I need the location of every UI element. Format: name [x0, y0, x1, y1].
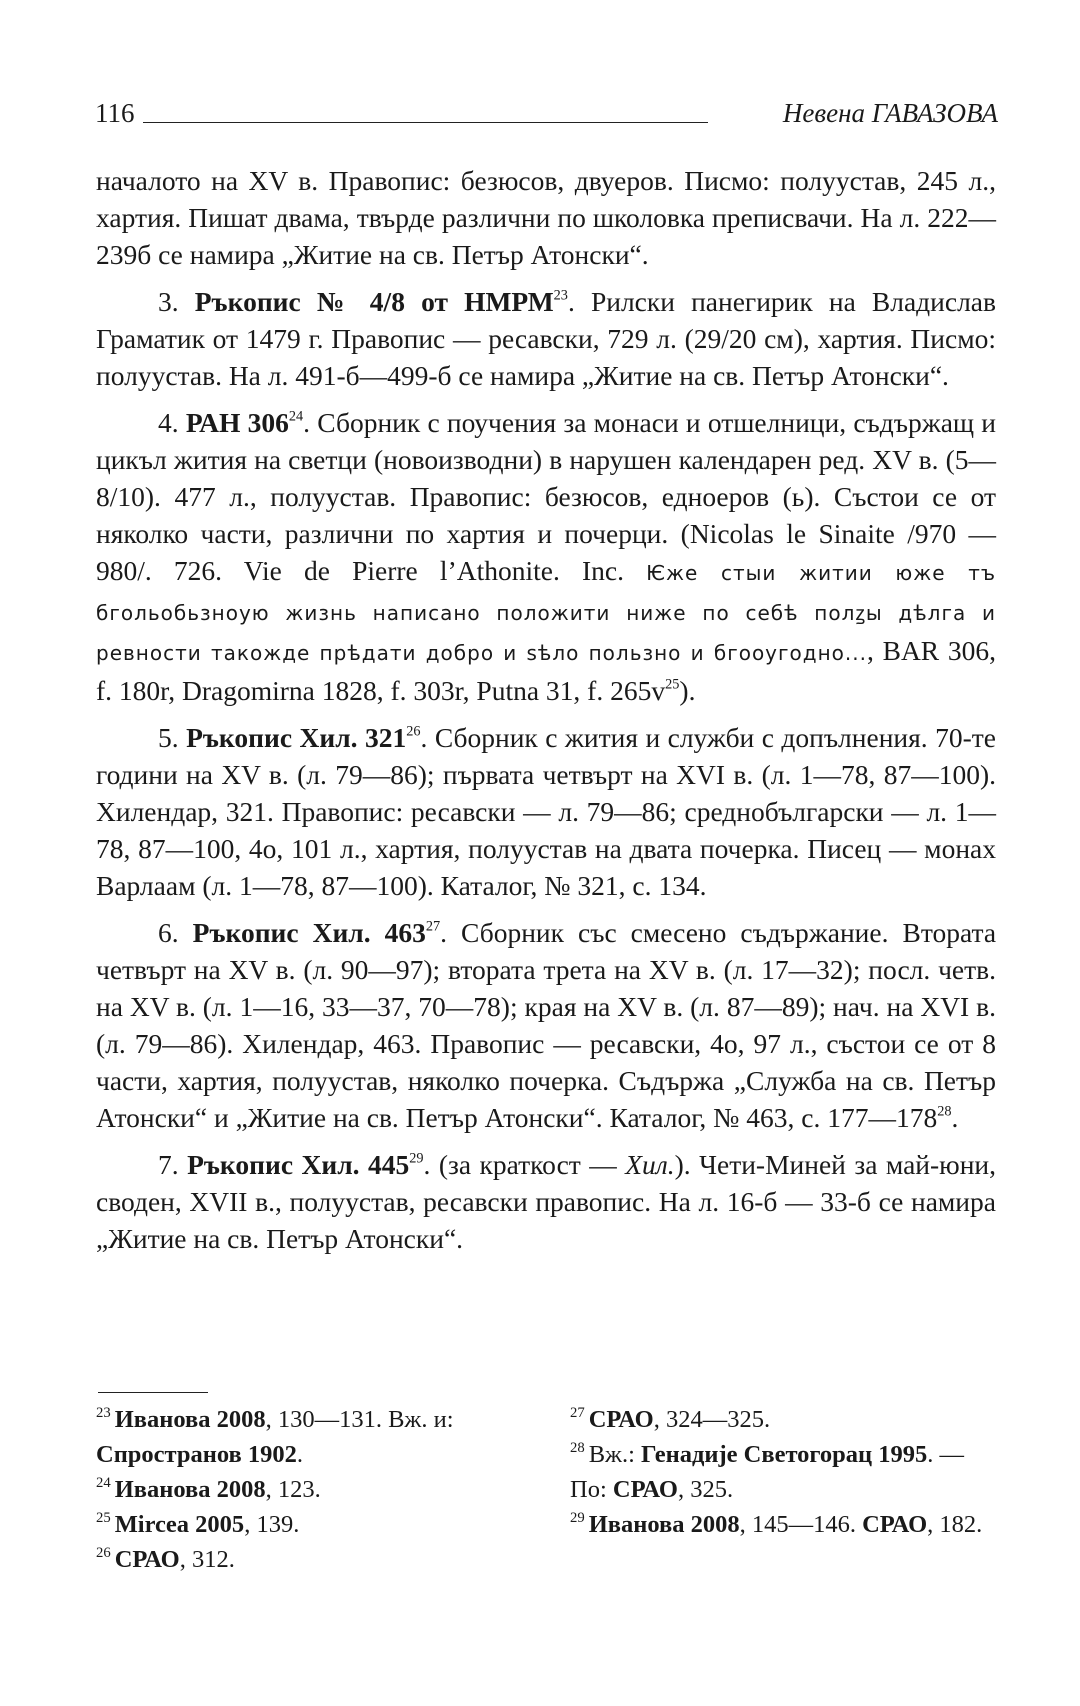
- footnote-ref: 25: [665, 676, 680, 693]
- page-number: 116: [95, 98, 135, 128]
- footnote-25: $^{25}$ Mircea 2005, 139.: [96, 1509, 300, 1538]
- footnote-28-cont: По: СРАО, 325.: [570, 1476, 734, 1503]
- footnote-ref: 23: [553, 287, 568, 304]
- paragraph-continuation: началото на XV в. Правопис: безюсов, двуеров. Писмо: полуустав, 245 л., хартия. Пишат двама, твърде различни по школовка преписвачи. На л. 222—239б се намира „Житие на св. Петър Атонски“.: [96, 165, 996, 270]
- footnote-23: $^{23}$ Иванова 2008, 130—131. Вж. и:: [96, 1404, 454, 1433]
- header-author: Невена ГАВАЗОВА: [782, 98, 998, 128]
- paragraph-manuscript-5: 5. Ръкопис Хил. $321^{26}$. Сборник с жития и служби с допълнения. 70-те години на XV в. (л. 79—86); първата четвърт на XVI в. (л. 1—78, 87—100). Хилендар, 321. Правопис: ресавски — л. 79—86; среднобългарски — л. 1—78, 87—100, 4о, 101 л., хартия, полуустав на двата почерка. Писец — монах Варлаам (л. 1—78, 87—100). Каталог, № 321, с. 134.: [96, 722, 996, 901]
- manuscript-title: РАН 306: [185, 407, 289, 438]
- running-header: [95, 98, 998, 138]
- manuscript-title: Ръкопис № 4/8 от НМРМ: [194, 286, 554, 317]
- paragraph-manuscript-4: 4. РАН $306^{24}$. Сборник с поучения за монаси и отшелници, съдържащ и цикъл жития на светци (новоизводни) в нарушен календарен ред. XV в. (5—8/10). 477 л., полуустав. Правопис: безюсов, едноеров (ь). Състои се от няколко части, различни по хартия и почерци. (Nicolas le Sinaite /970 — 980/. 726. Vie de Pierre l’Athonite. Inc. Ѥже стыи житии юже тъ бгольобьзноую жизнь написано положити ниже по себѣ полꙁы дѣлга и ревности такожде прѣдати добро и ѕѣло пользно и бгооугодно..., BAR 306, f. 180r, Dragomirna 1828, f. 303r, Putna 31, f. $265v^{25}$).: [96, 407, 997, 706]
- header-rule: [143, 122, 708, 123]
- footnote-ref: 29: [409, 1150, 424, 1167]
- main-text: [96, 162, 996, 1267]
- footnote-28: $^{28}$ Вж.: Генадије Светогорац 1995. —: [570, 1439, 965, 1468]
- paragraph-manuscript-6: 6. Ръкопис Хил. $463^{27}$. Сборник със смесено съдържание. Втората четвърт на XV в. (л. 90—97); втората трета на XV в. (л. 17—32); посл. четв. на XV в. (л. 1—16, 33—37, 70—78); края на XV в. (л. 87—89); нач. на XVI в. (л. 79—86). Хилендар, 463. Правопис — ресавски, 4о, 97 л., състои се от 8 части, хартия, полуустав, няколко почерка. Съдържа „Служба на св. Петър Атонски“ и „Житие на св. Петър Атонски“. Каталог, № 463, с. $177—178^{28}$.: [96, 917, 997, 1133]
- slavonic-incipit: Ѥже стыи житии юже тъ бгольобьзноую жизнь написано положити ниже по себѣ полꙁы дѣлга и ревности такожде прѣдати добро и ѕѣло пользно и бгооугодно...: [96, 561, 996, 665]
- footnote-ref: 27: [425, 918, 441, 935]
- footnote-29: $^{29}$ Иванова 2008, 145—146. СРАО, 182.: [570, 1509, 983, 1538]
- footnote-separator: [98, 1392, 208, 1393]
- manuscript-title: Ръкопис Хил. 445: [187, 1149, 410, 1180]
- manuscript-title: Ръкопис Хил. 463: [192, 917, 426, 948]
- paragraph-manuscript-3: 3. Ръкопис № 4/8 от НМРМ$^{23}$. Рилски панегирик на Владислав Граматик от 1479 г. Правопис — ресавски, 729 л. (29/20 см), хартия. Писмо: полуустав. На л. 491-б—499-б се намира „Житие на св. Петър Атонски“.: [96, 286, 996, 391]
- footnote-26: $^{26}$ СРАО, 312.: [96, 1544, 235, 1573]
- footnote-ref: 28: [937, 1103, 952, 1120]
- paragraph-manuscript-7: 7. Ръкопис Хил. $445^{29}$. (за краткост — Хил.). Чети-Миней за май-юни, сводeн, XVII в., полуустав, ресавски правопис. На л. 16-б — 33-б се намира „Житие на св. Петър Атонски“.: [96, 1149, 997, 1254]
- footnote-23-cont: Спространов 1902.: [96, 1441, 304, 1468]
- footnotes-right: [570, 1402, 1000, 1542]
- footnotes-left: [96, 1402, 526, 1577]
- footnote-27: $^{27}$ СРАО, 324—325.: [570, 1404, 771, 1433]
- footnote-ref: 26: [406, 723, 421, 740]
- footnote-24: $^{24}$ Иванова 2008, 123.: [96, 1474, 321, 1503]
- manuscript-title: Ръкопис Хил. 321: [186, 722, 407, 753]
- footnote-ref: 24: [288, 408, 304, 425]
